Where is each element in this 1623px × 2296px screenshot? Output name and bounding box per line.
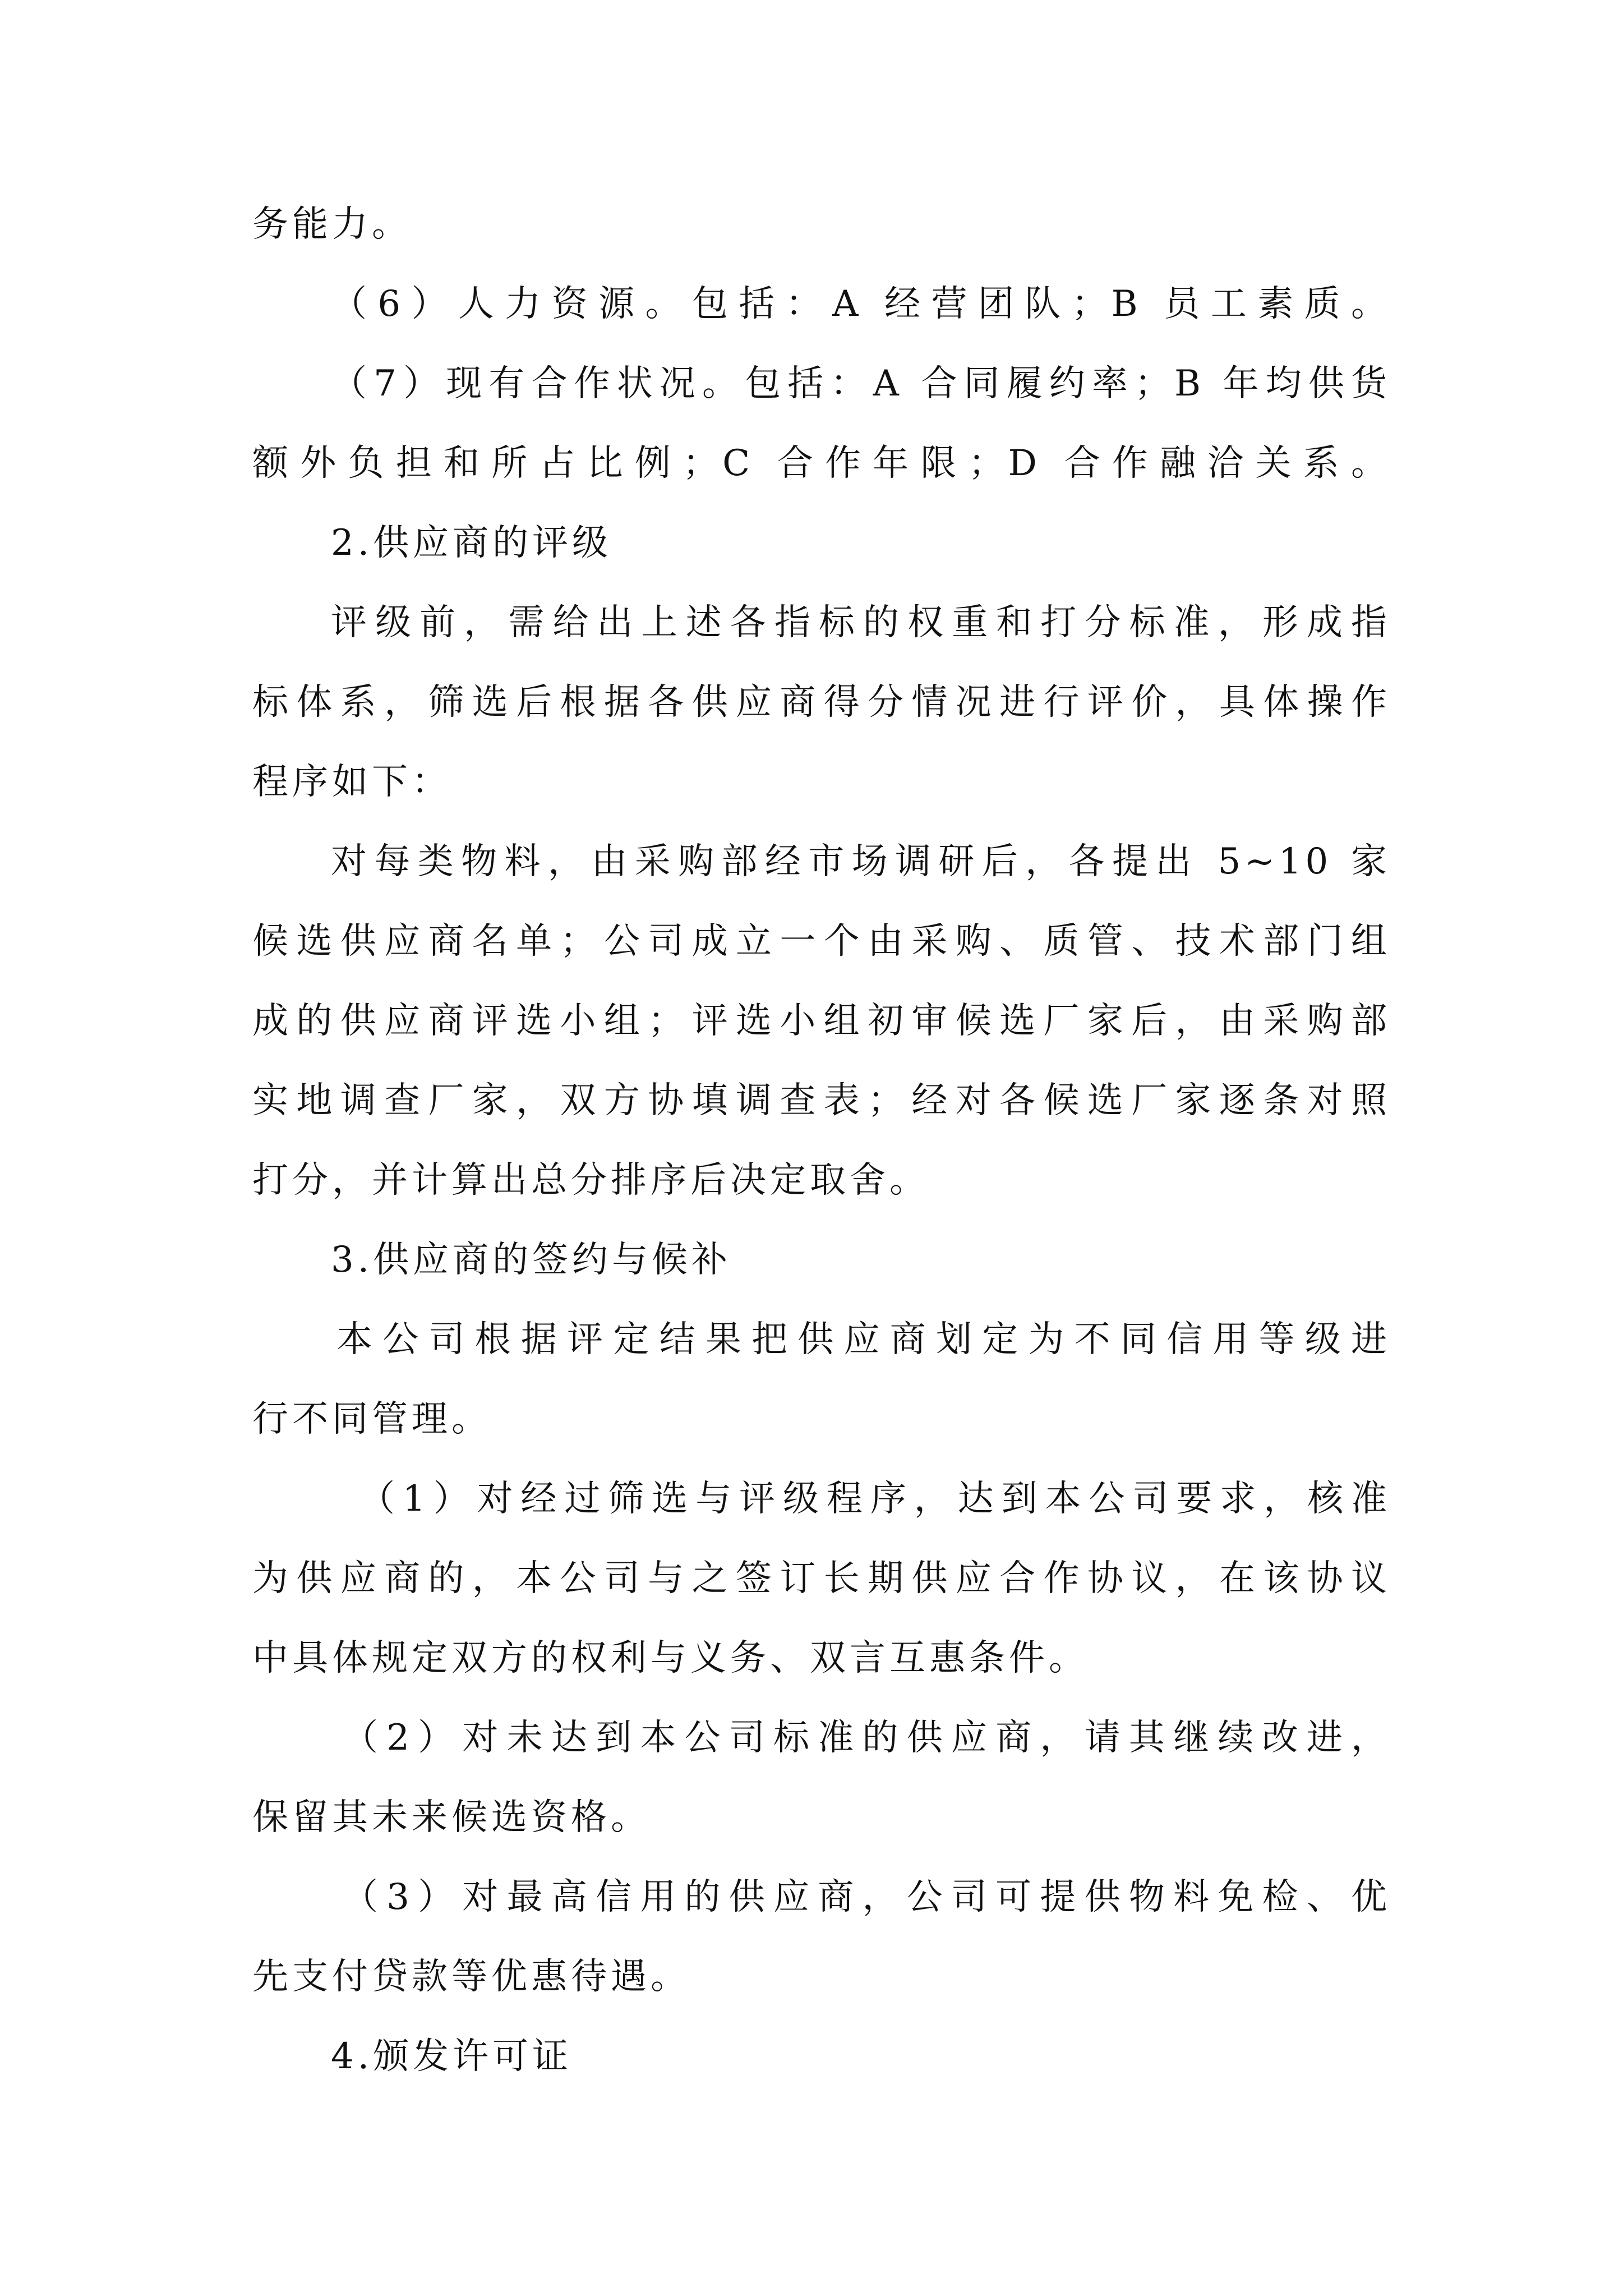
text-line-20: （2）对未达到本公司标准的供应商，请其继续改进， — [342, 1717, 1391, 1759]
section-heading-4: 4.颁发许可证 — [331, 2036, 573, 2077]
text-line-8: 程序如下： — [252, 761, 451, 803]
text-line-16: 行不同管理。 — [252, 1398, 491, 1440]
text-line-21: 保留其未来候选资格。 — [252, 1797, 651, 1838]
text-line-6: 评级前，需给出上述各指标的权重和打分标准，形成指 — [331, 602, 1391, 643]
text-line-10: 候选供应商名单；公司成立一个由采购、质管、技术部门组 — [252, 921, 1391, 962]
section-heading-3: 3.供应商的签约与候补 — [331, 1239, 732, 1281]
text-line-22: （3）对最高信用的供应商，公司可提供物料免检、优 — [342, 1876, 1391, 1918]
section-heading-2: 2.供应商的评级 — [331, 522, 612, 564]
text-line-17: （1）对经过筛选与评级程序，达到本公司要求，核准 — [359, 1478, 1391, 1520]
text-line-11: 成的供应商评选小组；评选小组初审候选厂家后，由采购部 — [252, 1000, 1391, 1042]
text-line-4: 额外负担和所占比例；C 合作年限；D 合作融洽关系。 — [252, 443, 1391, 484]
text-line-15: 本公司根据评定结果把供应商划定为不同信用等级进 — [336, 1319, 1391, 1360]
text-line-3: （7）现有合作状况。包括：A 合同履约率；B 年均供货 — [331, 363, 1391, 404]
text-line-18: 为供应商的，本公司与之签订长期供应合作协议，在该协议 — [252, 1558, 1391, 1599]
text-line-23: 先支付贷款等优惠待遇。 — [252, 1956, 690, 1998]
text-line-13: 打分，并计算出总分排序后决定取舍。 — [252, 1159, 929, 1201]
text-line-9: 对每类物料，由采购部经市场调研后，各提出 5~10 家 — [331, 841, 1391, 882]
text-line-12: 实地调查厂家，双方协填调查表；经对各候选厂家逐条对照 — [252, 1080, 1391, 1121]
text-line-2: （6）人力资源。包括：A 经营团队；B 员工素质。 — [331, 283, 1391, 325]
text-line-19: 中具体规定双方的权利与义务、双言互惠条件。 — [252, 1637, 1089, 1679]
text-line-1: 务能力。 — [252, 204, 412, 245]
text-line-7: 标体系，筛选后根据各供应商得分情况进行评价，具体操作 — [252, 682, 1391, 723]
